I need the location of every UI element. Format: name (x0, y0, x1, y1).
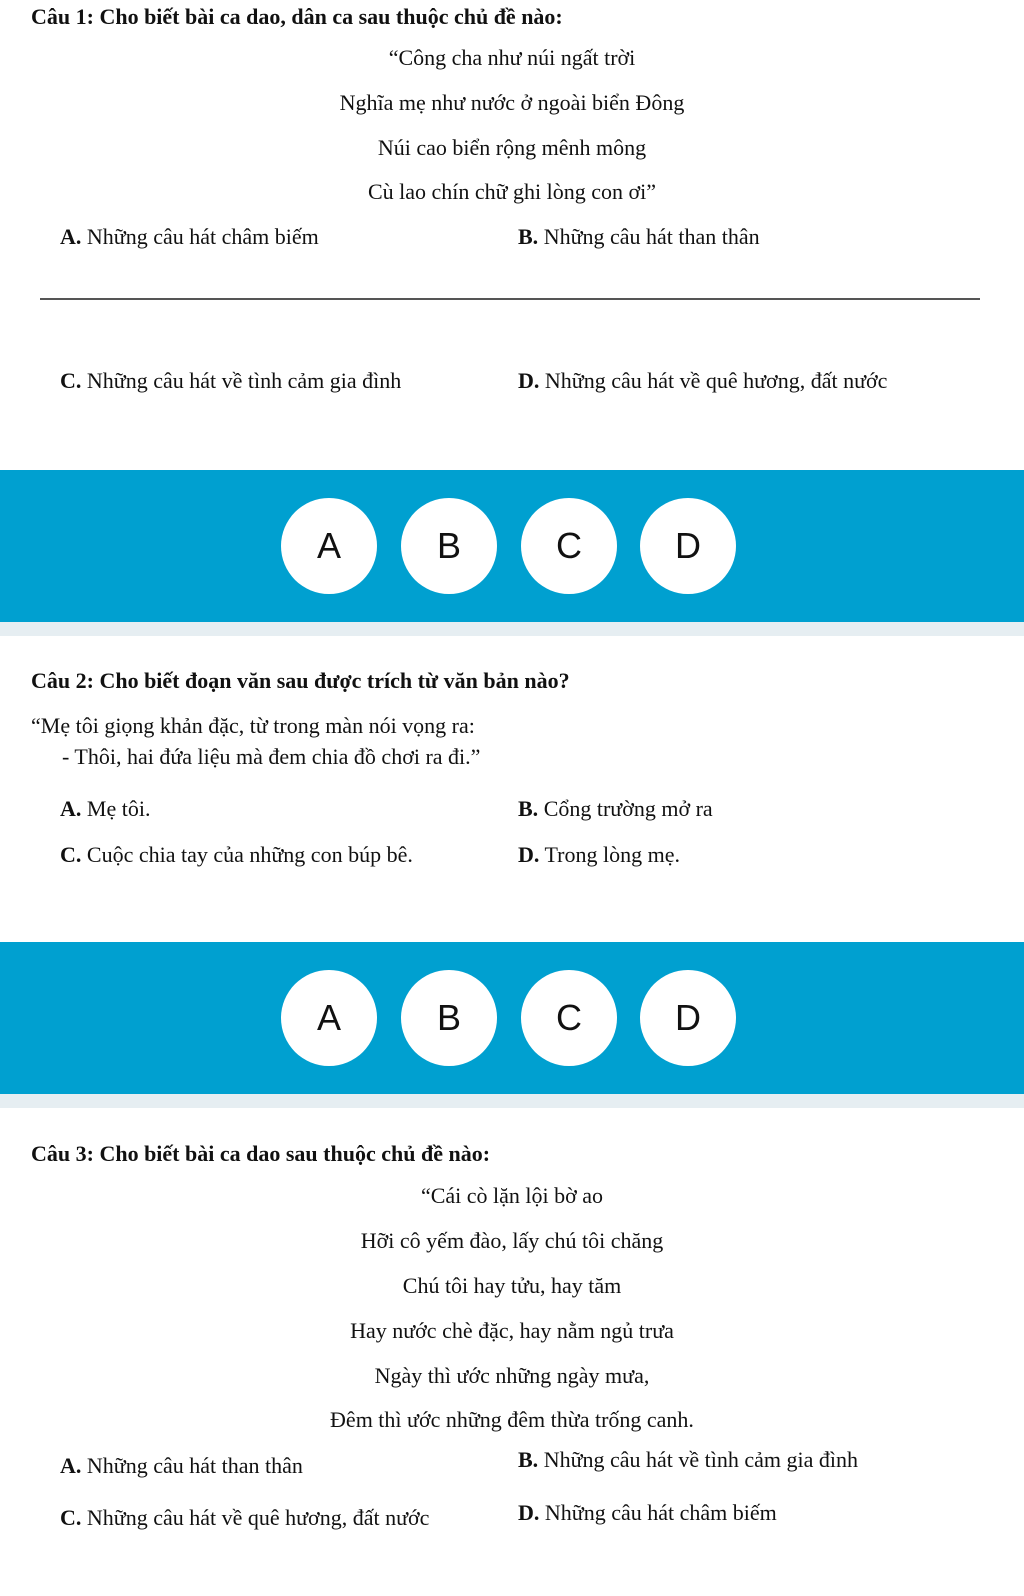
answer-b-button[interactable]: B (401, 498, 497, 594)
q3-verse-line-3: Chú tôi hay tửu, hay tăm (402, 1273, 622, 1298)
question-1-title: Câu 1: Cho biết bài ca dao, dân ca sau thuộc chủ đề nào: (31, 4, 563, 29)
answer-bar-1 (0, 470, 1024, 622)
q1-verse-line-2: Nghĩa mẹ như nước ở ngoài biển Đông (339, 90, 685, 115)
question-2-title: Câu 2: Cho biết đoạn văn sau được trích từ văn bản nào? (31, 668, 570, 693)
band-shadow (0, 622, 1024, 636)
q3-option-b: B. Những câu hát về tình cảm gia đình (518, 1447, 859, 1472)
answer-b-button[interactable]: B (401, 970, 497, 1066)
q2-option-c: C. Cuộc chia tay của những con búp bê. (60, 842, 413, 867)
q3-option-d: D. Những câu hát châm biếm (518, 1500, 777, 1525)
band-shadow (0, 1094, 1024, 1108)
divider-line (40, 298, 980, 300)
q3-option-a: A. Những câu hát than thân (60, 1453, 303, 1478)
q2-passage-line-2: - Thôi, hai đứa liệu mà đem chia đồ chơi ra đi.” (62, 744, 481, 769)
q1-option-c: C. Những câu hát về tình cảm gia đình (60, 368, 402, 393)
q3-verse-line-2: Hỡi cô yếm đào, lấy chú tôi chăng (360, 1228, 664, 1253)
answer-a-button[interactable]: A (281, 970, 377, 1066)
q1-option-d: D. Những câu hát về quê hương, đất nước (518, 368, 888, 393)
question-3-title: Câu 3: Cho biết bài ca dao sau thuộc chủ đề nào: (31, 1141, 491, 1166)
answer-d-button[interactable]: D (640, 970, 736, 1066)
answer-bar-2 (0, 942, 1024, 1094)
q2-passage-line-1: “Mẹ tôi giọng khản đặc, từ trong màn nói vọng ra: (31, 713, 475, 738)
answer-a-button[interactable]: A (281, 498, 377, 594)
q3-option-c: C. Những câu hát về quê hương, đất nước (60, 1505, 430, 1530)
q2-option-b: B. Cổng trường mở ra (518, 796, 713, 821)
q2-option-a: A. Mẹ tôi. (60, 796, 151, 821)
q1-option-b: B. Những câu hát than thân (518, 224, 760, 249)
q1-verse-line-1: “Công cha như núi ngất trời (388, 45, 636, 70)
q3-verse-line-6: Đêm thì ước những đêm thừa trống canh. (330, 1407, 694, 1432)
answer-c-button[interactable]: C (521, 970, 617, 1066)
q1-option-a: A. Những câu hát châm biếm (60, 224, 319, 249)
q3-verse-line-5: Ngày thì ước những ngày mưa, (374, 1363, 650, 1388)
answer-c-button[interactable]: C (521, 498, 617, 594)
q3-verse-line-1: “Cái cò lặn lội bờ ao (420, 1183, 604, 1208)
q2-option-d: D. Trong lòng mẹ. (518, 842, 680, 867)
q1-verse-line-3: Núi cao biển rộng mênh mông (377, 135, 647, 160)
q3-verse-line-4: Hay nước chè đặc, hay nằm ngủ trưa (350, 1318, 674, 1343)
q1-verse-line-4: Cù lao chín chữ ghi lòng con ơi” (367, 179, 657, 204)
answer-d-button[interactable]: D (640, 498, 736, 594)
